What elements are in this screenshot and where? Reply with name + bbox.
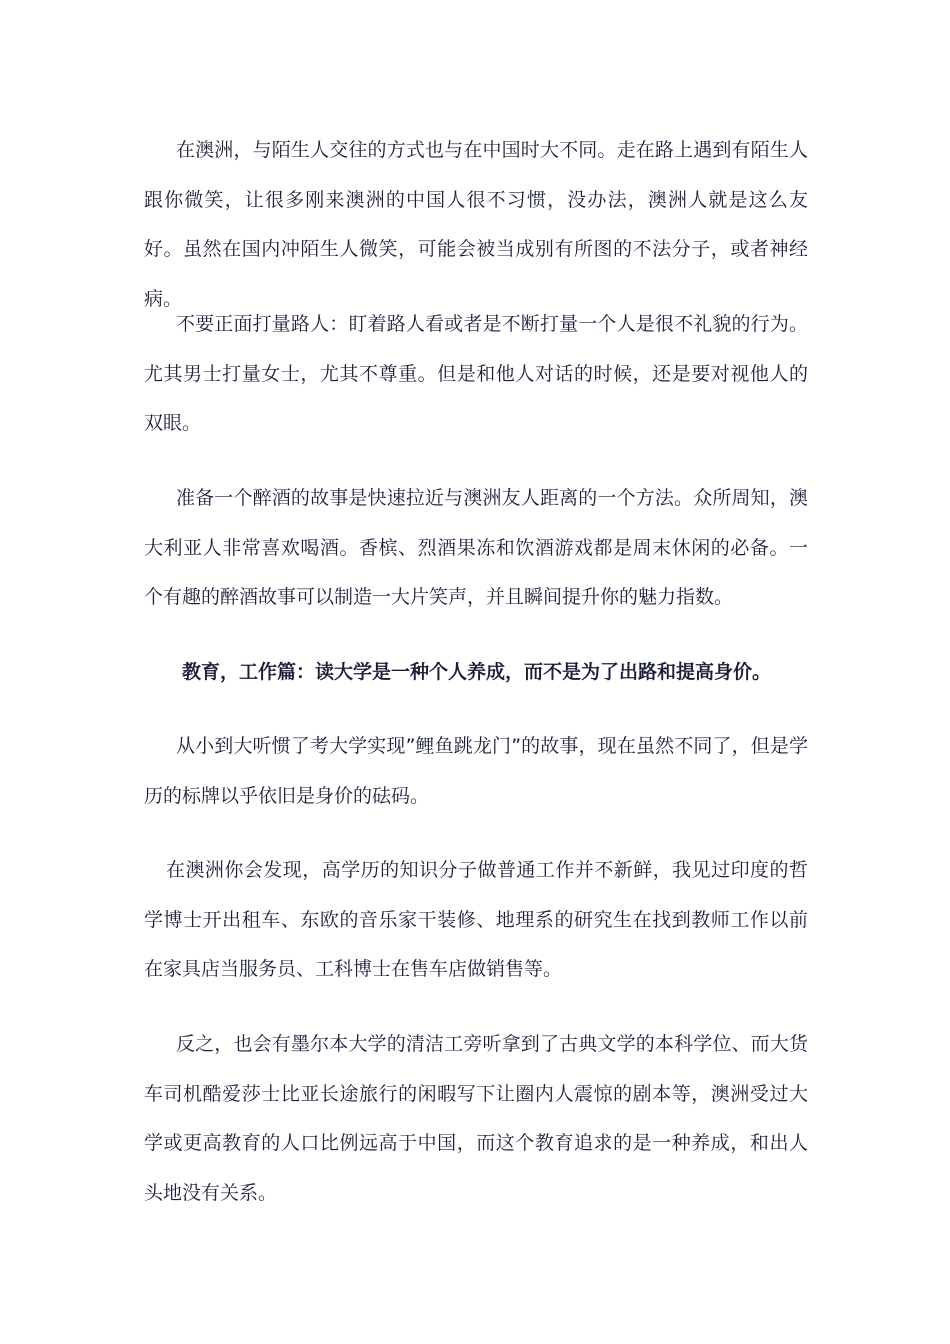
paragraph-drinking-story: 准备一个醉酒的故事是快速拉近与澳洲友人距离的一个方法。众所周知，澳大利亚人非常喜欢喝酒。香槟、烈酒果冻和饮酒游戏都是周末休闲的必备。一个有趣的醉酒故事可以制造一大片笑声，并且瞬间提升你的魅力指数。	[144, 487, 808, 608]
paragraph-degree-value: 从小到大听惯了考大学实现”鲤鱼跳龙门”的故事，现在虽然不同了，但是学历的标牌以乎依旧是身价的砝码。	[144, 735, 808, 807]
paragraph-stranger-smiles: 在澳洲，与陌生人交往的方式也与在中国时大不同。走在路上遇到有陌生人跟你微笑，让很多刚来澳洲的中国人很不习惯，没办法，澳洲人就是这么友好。虽然在国内冲陌生人微笑，可能会被当成别有所图的不法分子，或者神经病。	[144, 139, 808, 310]
paragraph-staring-etiquette: 不要正面打量路人：盯着路人看或者是不断打量一个人是很不礼貌的行为。尤其男士打量女士，尤其不尊重。但是和他人对话的时候，还是要对视他人的双眼。	[144, 313, 808, 434]
paragraph-educated-ordinary-jobs: 在澳洲你会发现，高学历的知识分子做普通工作并不新鲜，我见过印度的哲学博士开出租车、东欧的音乐家干装修、地理系的研究生在找到教师工作以前在家具店当服务员、工科博士在售车店做销售等。	[144, 859, 808, 980]
paragraph-education-as-cultivation: 反之，也会有墨尔本大学的清洁工旁听拿到了古典文学的本科学位、而大货车司机酷爱莎士比亚长途旅行的闲暇写下让圈内人震惊的剧本等，澳洲受过大学或更高教育的人口比例远高于中国，而这个教育追求的是一种养成，和出人头地没有关系。	[144, 1033, 808, 1204]
section-heading-education-work: 教育，工作篇：读大学是一种个人养成，而不是为了出路和提高身价。	[182, 661, 772, 683]
